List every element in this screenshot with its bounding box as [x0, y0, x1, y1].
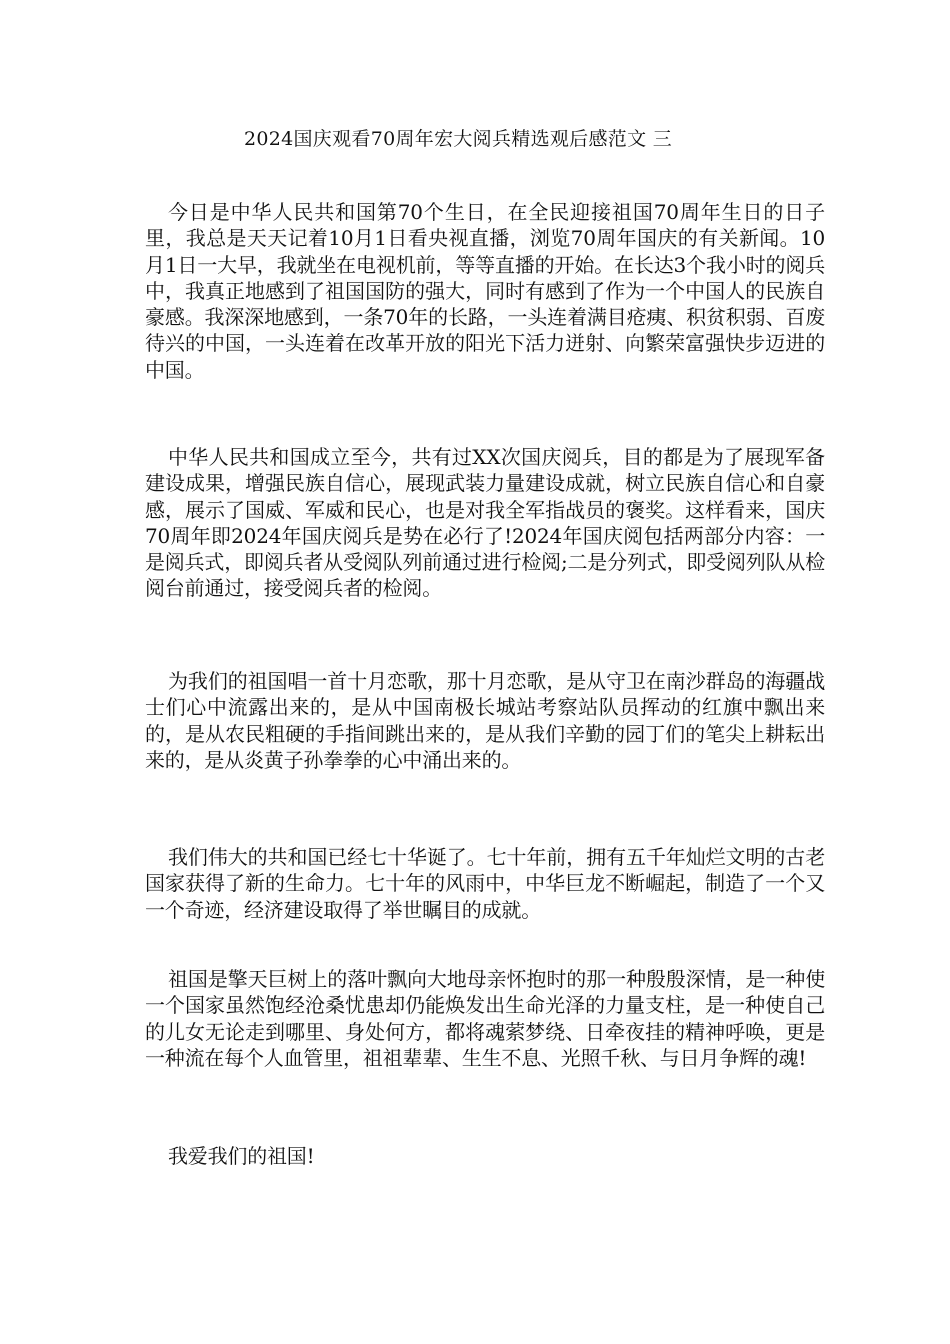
paragraph-1: 今日是中华人民共和国第70个生日，在全民迎接祖国70周年生日的日子里，我总是天天记着10月1日看央视直播，浏览70周年国庆的有关新闻。10月1日一大早，我就坐在电视机前，等等直播的开始。在长达3个我小时的阅兵中，我真正地感到了祖国国防的强大，同时有感到了作为一个中国人的民族自豪感。我深深地感到，一条70年的长路，一头连着满目疮痍、积贫积弱、百废待兴的中国，一头连着在改革开放的阳光下活力迸射、向繁荣富强快步迈进的中国。 — [145, 200, 825, 382]
paragraph-2: 中华人民共和国成立至今，共有过XX次国庆阅兵，目的都是为了展现军备建设成果，增强民族自信心，展现武装力量建设成就，树立民族自信心和自豪感，展示了国威、军威和民心，也是对我全军指战员的褒奖。这样看来，国庆70周年即2024年国庆阅兵是势在必行了!2024年国庆阅包括两部分内容：一是阅兵式，即阅兵者从受阅队列前通过进行检阅;二是分列式，即受阅列队从检阅台前通过，接受阅兵者的检阅。 — [145, 445, 825, 601]
paragraph-4: 我们伟大的共和国已经七十华诞了。七十年前，拥有五千年灿烂文明的古老国家获得了新的生命力。七十年的风雨中，中华巨龙不断崛起，制造了一个又一个奇迹，经济建设取得了举世瞩目的成就。 — [145, 845, 825, 922]
paragraph-6: 我爱我们的祖国! — [168, 1144, 315, 1168]
document-title: 2024国庆观看70周年宏大阅兵精选观后感范文 三 — [243, 128, 673, 150]
paragraph-3: 为我们的祖国唱一首十月恋歌，那十月恋歌，是从守卫在南沙群岛的海疆战士们心中流露出来的，是从中国南极长城站考察站队员挥动的红旗中飘出来的，是从农民粗硬的手指间跳出来的，是从我们辛勤的园丁们的笔尖上耕耘出来的，是从炎黄子孙拳拳的心中涌出来的。 — [145, 669, 825, 772]
paragraph-5: 祖国是擎天巨树上的落叶飘向大地母亲怀抱时的那一种殷殷深情，是一种使一个国家虽然饱经沧桑忧患却仍能焕发出生命光泽的力量支柱，是一种使自己的儿女无论走到哪里、身处何方，都将魂萦梦绕、日牵夜挂的精神呼唤，更是一种流在每个人血管里，祖祖辈辈、生生不息、光照千秋、与日月争辉的魂! — [145, 967, 825, 1070]
